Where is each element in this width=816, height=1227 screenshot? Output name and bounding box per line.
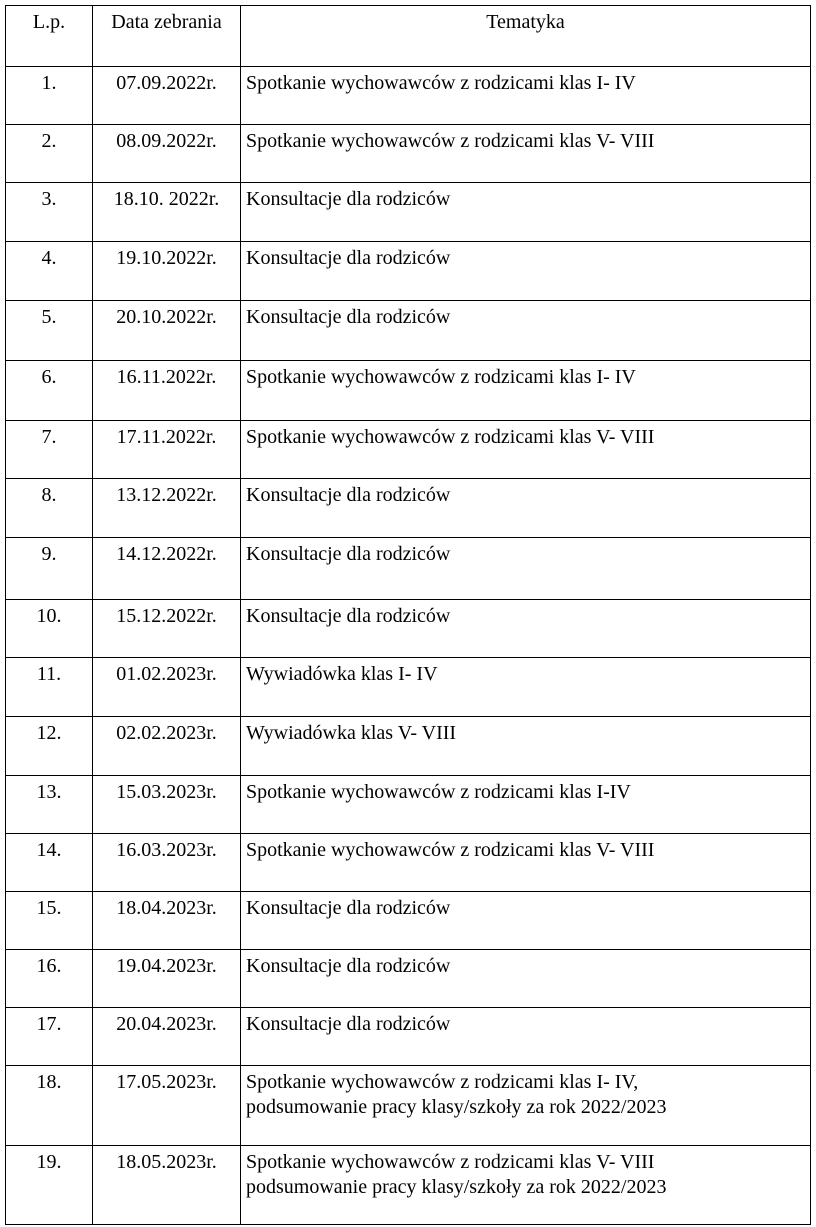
meeting-date: 18.05.2023r. — [93, 1146, 241, 1225]
meeting-topic — [241, 892, 811, 950]
table-row — [6, 67, 811, 125]
meeting-date: 17.11.2022r. — [93, 421, 241, 479]
row-number: 7. — [6, 421, 93, 479]
table-row — [6, 479, 811, 538]
header-row — [6, 6, 811, 67]
meeting-date: 13.12.2022r. — [93, 479, 241, 538]
topic-line: Wywiadówka klas I- IV — [246, 663, 438, 685]
meeting-date: 20.04.2023r. — [93, 1008, 241, 1066]
table-row — [6, 125, 811, 183]
row-number: 6. — [6, 361, 93, 421]
row-number: 14. — [6, 834, 93, 892]
schedule-table-body — [6, 6, 811, 1225]
meeting-topic — [241, 658, 811, 717]
table-row — [6, 950, 811, 1008]
header-date: Data zebrania — [93, 6, 241, 67]
topic-line: Konsultacje dla rodziców — [246, 605, 451, 627]
topic-line: Spotkanie wychowawców z rodzicami klas V- VIII — [246, 130, 655, 152]
meeting-date: 02.02.2023r. — [93, 717, 241, 776]
topic-line: Konsultacje dla rodziców — [246, 188, 451, 210]
row-number: 10. — [6, 600, 93, 658]
table-row — [6, 183, 811, 242]
topic-line: Spotkanie wychowawców z rodzicami klas V- VIII — [246, 839, 655, 861]
table-row — [6, 658, 811, 717]
row-number: 19. — [6, 1146, 93, 1225]
topic-line: Konsultacje dla rodziców — [246, 247, 451, 269]
topic-line: Wywiadówka klas V- VIII — [246, 722, 457, 744]
row-number: 5. — [6, 301, 93, 361]
meeting-topic — [241, 242, 811, 301]
meeting-topic — [241, 361, 811, 421]
table-row — [6, 892, 811, 950]
meeting-date: 17.05.2023r. — [93, 1066, 241, 1146]
table-row — [6, 1008, 811, 1066]
table-row — [6, 600, 811, 658]
meeting-topic — [241, 183, 811, 242]
topic-line: Konsultacje dla rodziców — [246, 306, 451, 328]
meeting-topic — [241, 125, 811, 183]
meeting-topic — [241, 479, 811, 538]
topic-line: Konsultacje dla rodziców — [246, 1013, 451, 1035]
meeting-topic — [241, 600, 811, 658]
row-number: 18. — [6, 1066, 93, 1146]
table-row — [6, 538, 811, 600]
meeting-topic — [241, 538, 811, 600]
meeting-topic — [241, 1008, 811, 1066]
meeting-date: 15.03.2023r. — [93, 776, 241, 834]
row-number: 1. — [6, 67, 93, 125]
topic-line: Spotkanie wychowawców z rodzicami klas V- VIII — [246, 1151, 655, 1173]
row-number: 17. — [6, 1008, 93, 1066]
meeting-date: 19.10.2022r. — [93, 242, 241, 301]
topic-line: podsumowanie pracy klasy/szkoły za rok 2022/2023 — [246, 1176, 667, 1198]
topic-line: Konsultacje dla rodziców — [246, 543, 451, 565]
meeting-date: 18.04.2023r. — [93, 892, 241, 950]
row-number: 3. — [6, 183, 93, 242]
topic-line: Spotkanie wychowawców z rodzicami klas I-IV — [246, 781, 631, 803]
topic-line: podsumowanie pracy klasy/szkoły za rok 2022/2023 — [246, 1096, 667, 1118]
table-row — [6, 242, 811, 301]
meeting-topic — [241, 421, 811, 479]
meeting-topic — [241, 1146, 811, 1225]
meeting-topic — [241, 834, 811, 892]
row-number: 9. — [6, 538, 93, 600]
topic-line: Spotkanie wychowawców z rodzicami klas I- IV — [246, 72, 636, 94]
header-topic: Tematyka — [241, 6, 811, 67]
meeting-topic — [241, 301, 811, 361]
meeting-date: 08.09.2022r. — [93, 125, 241, 183]
meeting-date: 19.04.2023r. — [93, 950, 241, 1008]
topic-line: Spotkanie wychowawców z rodzicami klas I- IV — [246, 366, 636, 388]
meeting-topic — [241, 1066, 811, 1146]
meeting-date: 16.03.2023r. — [93, 834, 241, 892]
meeting-schedule-table — [5, 5, 811, 1225]
table-row — [6, 421, 811, 479]
meeting-topic — [241, 950, 811, 1008]
meeting-topic — [241, 776, 811, 834]
topic-line: Konsultacje dla rodziców — [246, 484, 451, 506]
table-row — [6, 301, 811, 361]
row-number: 11. — [6, 658, 93, 717]
row-number: 12. — [6, 717, 93, 776]
table-row — [6, 361, 811, 421]
meeting-date: 18.10. 2022r. — [93, 183, 241, 242]
topic-line: Spotkanie wychowawców z rodzicami klas I- IV, — [246, 1071, 639, 1093]
topic-line: Konsultacje dla rodziców — [246, 955, 451, 977]
meeting-date: 16.11.2022r. — [93, 361, 241, 421]
table-row — [6, 717, 811, 776]
table-row — [6, 834, 811, 892]
row-number: 16. — [6, 950, 93, 1008]
row-number: 2. — [6, 125, 93, 183]
meeting-date: 14.12.2022r. — [93, 538, 241, 600]
table-row — [6, 1146, 811, 1225]
meeting-date: 20.10.2022r. — [93, 301, 241, 361]
meeting-date: 07.09.2022r. — [93, 67, 241, 125]
meeting-topic — [241, 717, 811, 776]
table-row — [6, 776, 811, 834]
row-number: 8. — [6, 479, 93, 538]
row-number: 4. — [6, 242, 93, 301]
header-lp: L.p. — [6, 6, 93, 67]
meeting-topic — [241, 67, 811, 125]
meeting-date: 15.12.2022r. — [93, 600, 241, 658]
topic-line: Konsultacje dla rodziców — [246, 897, 451, 919]
topic-line: Spotkanie wychowawców z rodzicami klas V- VIII — [246, 426, 655, 448]
row-number: 13. — [6, 776, 93, 834]
table-row — [6, 1066, 811, 1146]
meeting-date: 01.02.2023r. — [93, 658, 241, 717]
row-number: 15. — [6, 892, 93, 950]
